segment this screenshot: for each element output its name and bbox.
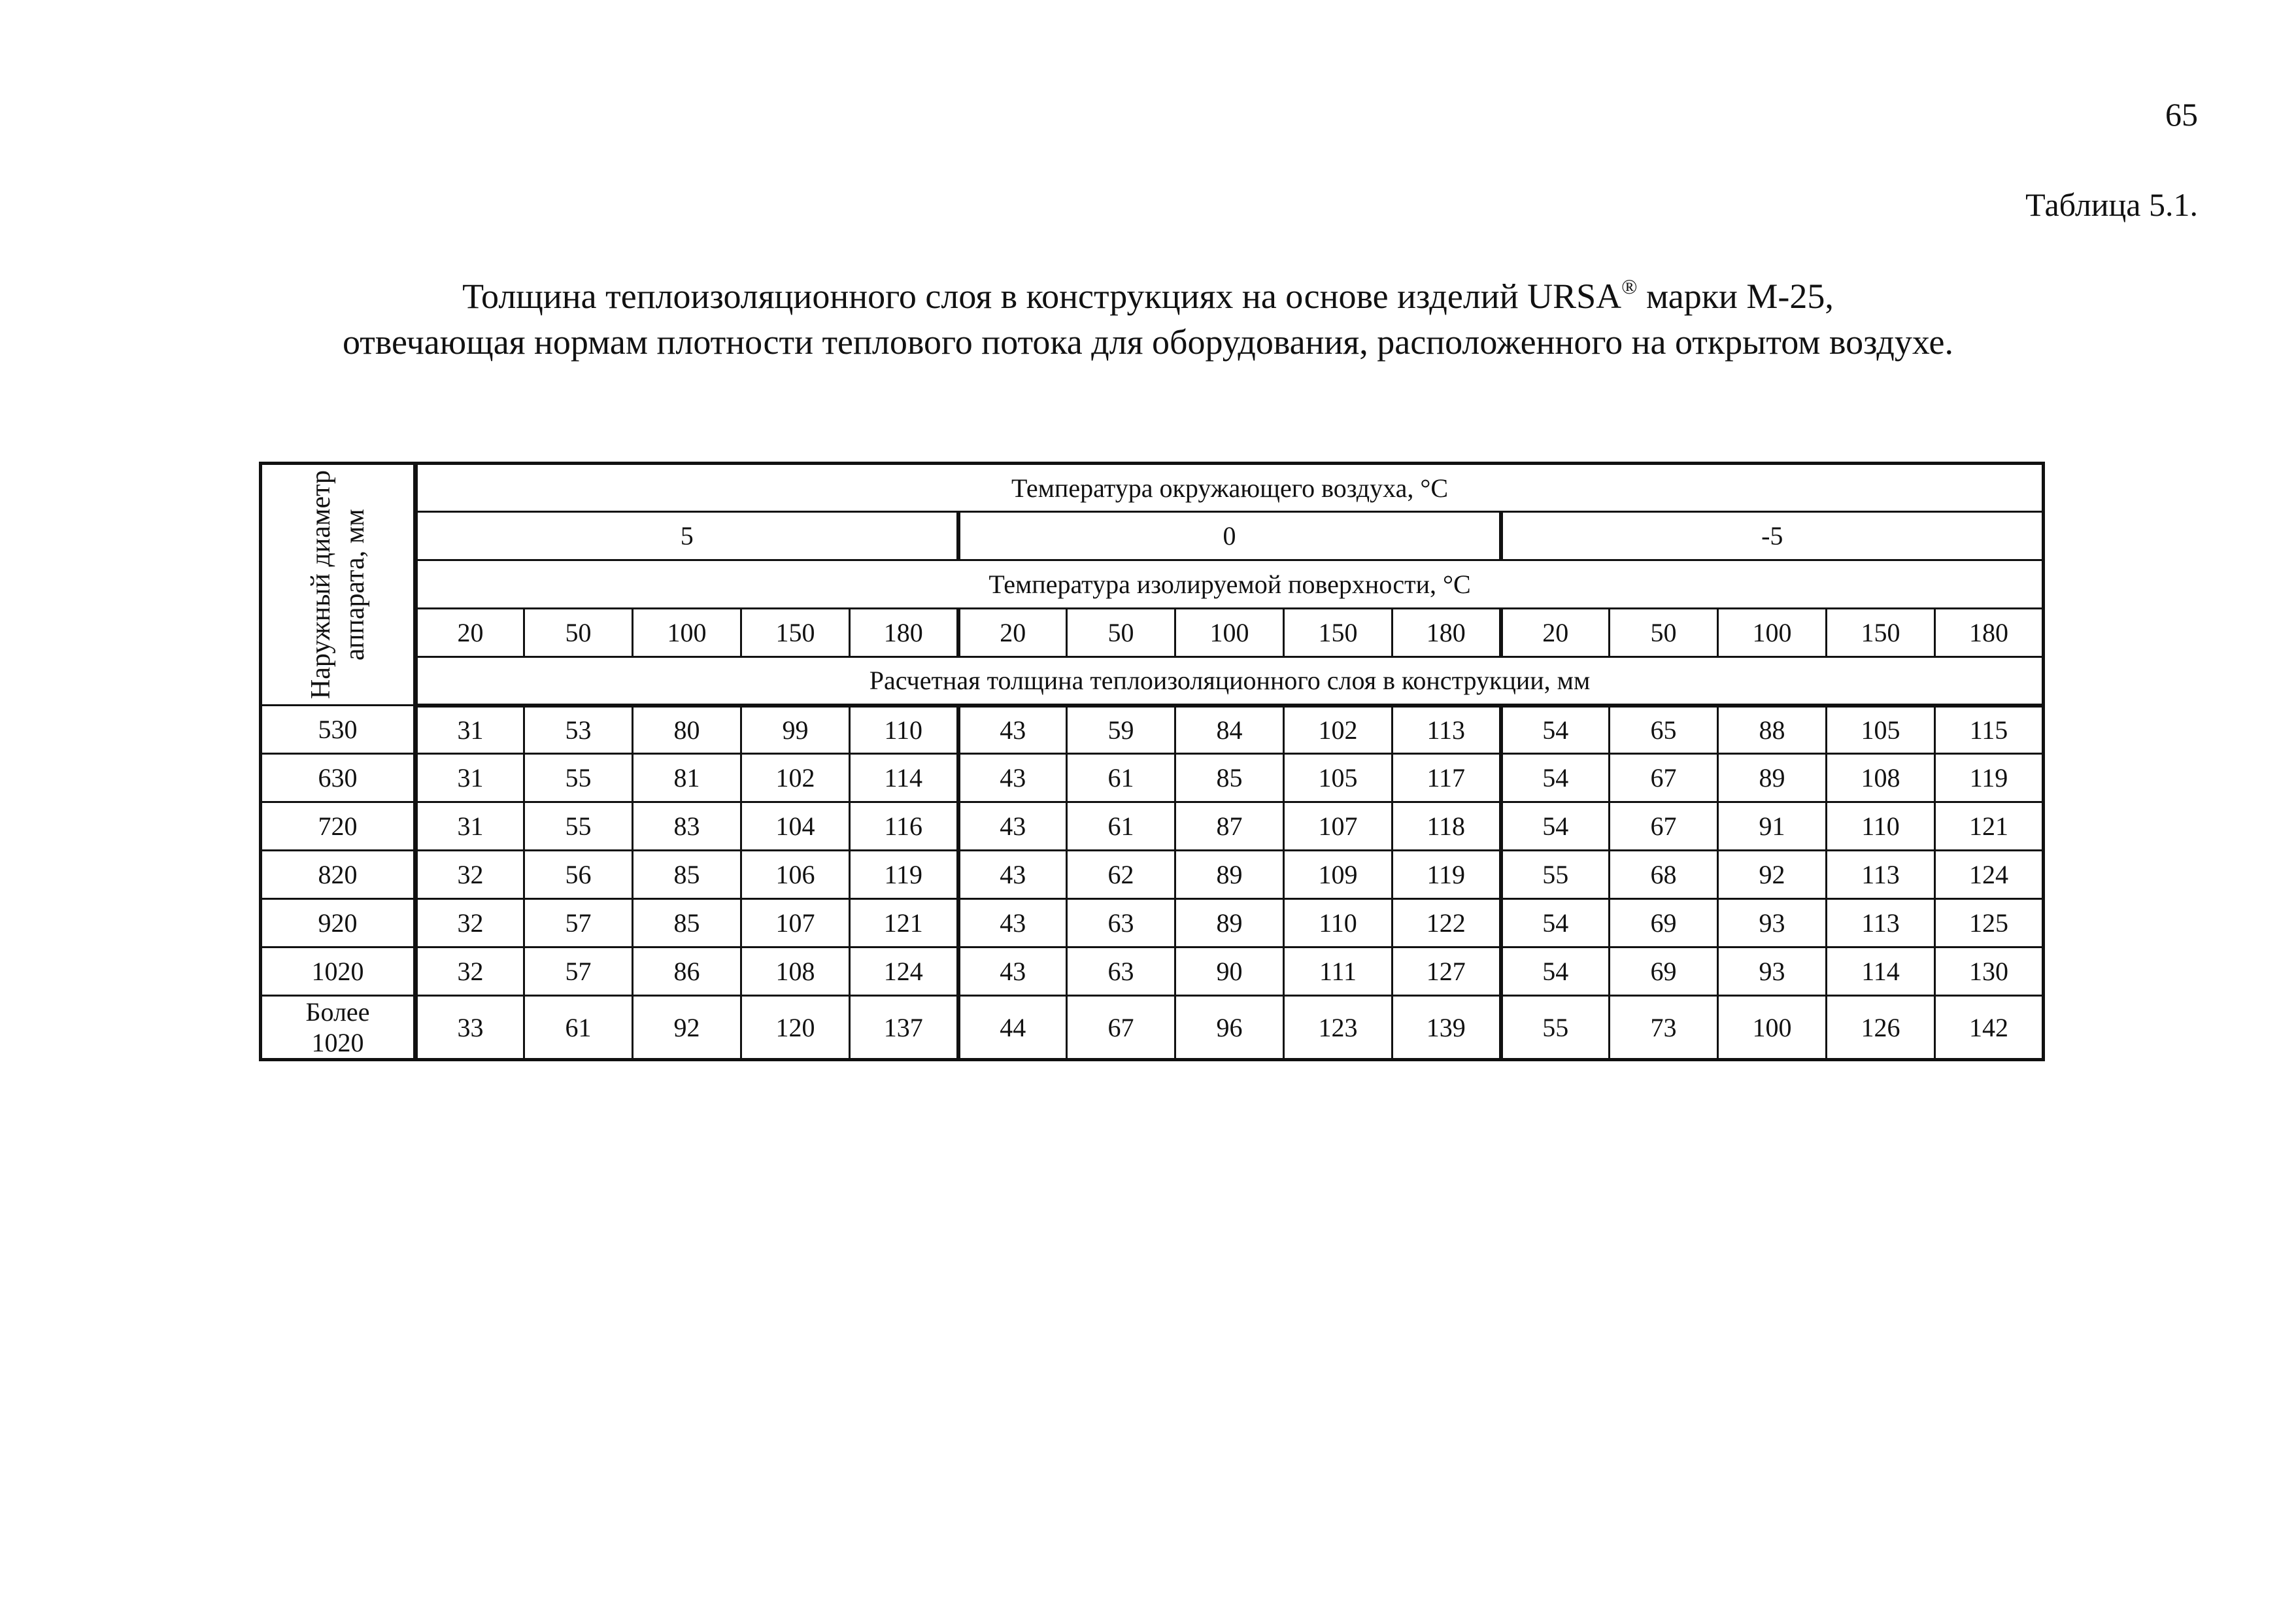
- surface-temp-cell: 100: [633, 609, 741, 657]
- thickness-cell: 127: [1393, 947, 1501, 996]
- thickness-cell: 111: [1284, 947, 1393, 996]
- table-title: [0, 273, 2296, 365]
- title-line-1: [0, 273, 2296, 319]
- diameter-value: 720: [318, 811, 358, 841]
- surface-temp-cell: 150: [1284, 609, 1393, 657]
- ambient-temp-0: 0: [958, 512, 1501, 560]
- thickness-cell: 91: [1718, 802, 1827, 851]
- ambient-temp-header: Температура окружающего воздуха, °С: [416, 464, 2044, 512]
- thickness-cell: 89: [1175, 899, 1284, 947]
- surface-temp-cell: 150: [1827, 609, 1935, 657]
- thickness-cell: 93: [1718, 899, 1827, 947]
- diameter-cell: [261, 996, 416, 1060]
- table-row: [261, 899, 2044, 947]
- thickness-cell: 139: [1393, 996, 1501, 1060]
- thickness-cell: 83: [633, 802, 741, 851]
- thickness-cell: 32: [416, 851, 524, 899]
- diameter-cell: [261, 706, 416, 754]
- diameter-cell: [261, 754, 416, 802]
- thickness-cell: 115: [1935, 706, 2044, 754]
- thickness-cell: 110: [850, 706, 958, 754]
- diameter-value: 630: [318, 763, 358, 793]
- diameter-cell: [261, 802, 416, 851]
- row-header-text: Наружный диаметр аппарата, мм: [305, 469, 370, 700]
- thickness-cell: 124: [850, 947, 958, 996]
- thickness-cell: 116: [850, 802, 958, 851]
- thickness-cell: 55: [524, 754, 633, 802]
- thickness-cell: 108: [741, 947, 850, 996]
- thickness-cell: 123: [1284, 996, 1393, 1060]
- thickness-cell: 89: [1175, 851, 1284, 899]
- thickness-cell: 96: [1175, 996, 1284, 1060]
- thickness-cell: 109: [1284, 851, 1393, 899]
- thickness-cell: 102: [1284, 706, 1393, 754]
- thickness-cell: 122: [1393, 899, 1501, 947]
- thickness-cell: 43: [958, 802, 1067, 851]
- thickness-cell: 43: [958, 899, 1067, 947]
- surface-temp-cell: 150: [741, 609, 850, 657]
- thickness-cell: 114: [1827, 947, 1935, 996]
- thickness-cell: 54: [1501, 754, 1610, 802]
- thickness-cell: 84: [1175, 706, 1284, 754]
- surface-temp-cell: 50: [1067, 609, 1175, 657]
- thickness-cell: 121: [1935, 802, 2044, 851]
- title-line-1-suffix: марки М-25,: [1637, 277, 1834, 316]
- thickness-cell: 121: [850, 899, 958, 947]
- diameter-cell: [261, 899, 416, 947]
- thickness-cell: 56: [524, 851, 633, 899]
- thickness-cell: 92: [1718, 851, 1827, 899]
- thickness-cell: 89: [1718, 754, 1827, 802]
- ambient-temp-minus5: -5: [1501, 512, 2044, 560]
- thickness-cell: 63: [1067, 899, 1175, 947]
- thickness-cell: 69: [1610, 899, 1718, 947]
- surface-temp-cell: 180: [850, 609, 958, 657]
- thickness-cell: 55: [1501, 851, 1610, 899]
- thickness-cell: 32: [416, 899, 524, 947]
- diameter-value: 530: [318, 715, 358, 744]
- thickness-cell: 67: [1610, 754, 1718, 802]
- table-row: [261, 706, 2044, 754]
- thickness-cell: 61: [524, 996, 633, 1060]
- thickness-cell: 69: [1610, 947, 1718, 996]
- table-row: [261, 802, 2044, 851]
- thickness-cell: 85: [1175, 754, 1284, 802]
- thickness-cell: 93: [1718, 947, 1827, 996]
- thickness-cell: 54: [1501, 947, 1610, 996]
- thickness-cell: 68: [1610, 851, 1718, 899]
- thickness-cell: 86: [633, 947, 741, 996]
- thickness-cell: 108: [1827, 754, 1935, 802]
- thickness-cell: 107: [1284, 802, 1393, 851]
- thickness-cell: 100: [1718, 996, 1827, 1060]
- thickness-cell: 43: [958, 706, 1067, 754]
- thickness-cell: 67: [1610, 802, 1718, 851]
- thickness-cell: 44: [958, 996, 1067, 1060]
- thickness-cell: 119: [1393, 851, 1501, 899]
- title-line-1-text: Толщина теплоизоляционного слоя в конструкциях на основе изделий URSA: [462, 277, 1622, 316]
- table-row: [261, 947, 2044, 996]
- thickness-cell: 31: [416, 706, 524, 754]
- thickness-cell: 120: [741, 996, 850, 1060]
- surface-temp-cell: 180: [1935, 609, 2044, 657]
- thickness-cell: 63: [1067, 947, 1175, 996]
- row-header-cell: [261, 464, 416, 706]
- thickness-cell: 119: [1935, 754, 2044, 802]
- thickness-cell: 105: [1284, 754, 1393, 802]
- thickness-cell: 43: [958, 947, 1067, 996]
- thickness-cell: 54: [1501, 706, 1610, 754]
- thickness-cell: 54: [1501, 802, 1610, 851]
- thickness-cell: 73: [1610, 996, 1718, 1060]
- thickness-cell: 125: [1935, 899, 2044, 947]
- thickness-cell: 80: [633, 706, 741, 754]
- thickness-cell: 105: [1827, 706, 1935, 754]
- thickness-cell: 119: [850, 851, 958, 899]
- thickness-cell: 118: [1393, 802, 1501, 851]
- diameter-value: 820: [318, 860, 358, 889]
- thickness-cell: 55: [524, 802, 633, 851]
- thickness-cell: 43: [958, 754, 1067, 802]
- thickness-cell: 54: [1501, 899, 1610, 947]
- thickness-cell: 114: [850, 754, 958, 802]
- ambient-temp-5: 5: [416, 512, 958, 560]
- thickness-cell: 113: [1827, 899, 1935, 947]
- thickness-table: [259, 462, 2045, 1061]
- surface-temp-row: [261, 609, 2044, 657]
- thickness-cell: 126: [1827, 996, 1935, 1060]
- thickness-cell: 57: [524, 947, 633, 996]
- thickness-cell: 62: [1067, 851, 1175, 899]
- thickness-cell: 31: [416, 754, 524, 802]
- thickness-cell: 124: [1935, 851, 2044, 899]
- thickness-cell: 32: [416, 947, 524, 996]
- thickness-cell: 65: [1610, 706, 1718, 754]
- surface-temp-cell: 50: [1610, 609, 1718, 657]
- thickness-cell: 43: [958, 851, 1067, 899]
- thickness-cell: 142: [1935, 996, 2044, 1060]
- thickness-cell: 113: [1393, 706, 1501, 754]
- surface-temp-cell: 20: [958, 609, 1067, 657]
- table-label: Таблица 5.1.: [2025, 186, 2198, 223]
- thickness-cell: 137: [850, 996, 958, 1060]
- thickness-cell: 61: [1067, 802, 1175, 851]
- thickness-cell: 106: [741, 851, 850, 899]
- thickness-cell: 99: [741, 706, 850, 754]
- thickness-cell: 55: [1501, 996, 1610, 1060]
- thickness-cell: 53: [524, 706, 633, 754]
- thickness-cell: 107: [741, 899, 850, 947]
- thickness-cell: 104: [741, 802, 850, 851]
- diameter-value: 920: [318, 908, 358, 938]
- registered-mark: ®: [1621, 275, 1638, 298]
- diameter-cell: [261, 947, 416, 996]
- thickness-cell: 59: [1067, 706, 1175, 754]
- table-row: [261, 754, 2044, 802]
- diameter-value: 1020: [311, 957, 364, 986]
- surface-temp-cell: 50: [524, 609, 633, 657]
- thickness-cell: 87: [1175, 802, 1284, 851]
- diameter-cell: [261, 851, 416, 899]
- page-number: 65: [2165, 96, 2198, 133]
- thickness-cell: 85: [633, 899, 741, 947]
- thickness-cell: 67: [1067, 996, 1175, 1060]
- surface-temp-cell: 100: [1718, 609, 1827, 657]
- thickness-cell: 85: [633, 851, 741, 899]
- thickness-cell: 81: [633, 754, 741, 802]
- title-line-2: отвечающая нормам плотности теплового потока для оборудования, расположенного на открытом воздухе.: [342, 322, 1954, 362]
- thickness-cell: 102: [741, 754, 850, 802]
- thickness-cell: 33: [416, 996, 524, 1060]
- surface-temp-cell: 20: [1501, 609, 1610, 657]
- thickness-cell: 31: [416, 802, 524, 851]
- thickness-cell: 57: [524, 899, 633, 947]
- thickness-cell: 110: [1827, 802, 1935, 851]
- surface-temp-header: Температура изолируемой поверхности, °С: [416, 560, 2044, 609]
- table-row: [261, 851, 2044, 899]
- table-row: [261, 996, 2044, 1060]
- thickness-cell: 61: [1067, 754, 1175, 802]
- thickness-cell: 117: [1393, 754, 1501, 802]
- surface-temp-cell: 100: [1175, 609, 1284, 657]
- thickness-cell: 90: [1175, 947, 1284, 996]
- surface-temp-cell: 20: [416, 609, 524, 657]
- thickness-cell: 130: [1935, 947, 2044, 996]
- thickness-cell: 113: [1827, 851, 1935, 899]
- thickness-cell: 92: [633, 996, 741, 1060]
- thickness-header: Расчетная толщина теплоизоляционного слоя в конструкции, мм: [416, 657, 2044, 706]
- diameter-value: Более 1020: [305, 997, 370, 1057]
- surface-temp-cell: 180: [1393, 609, 1501, 657]
- thickness-cell: 110: [1284, 899, 1393, 947]
- thickness-cell: 88: [1718, 706, 1827, 754]
